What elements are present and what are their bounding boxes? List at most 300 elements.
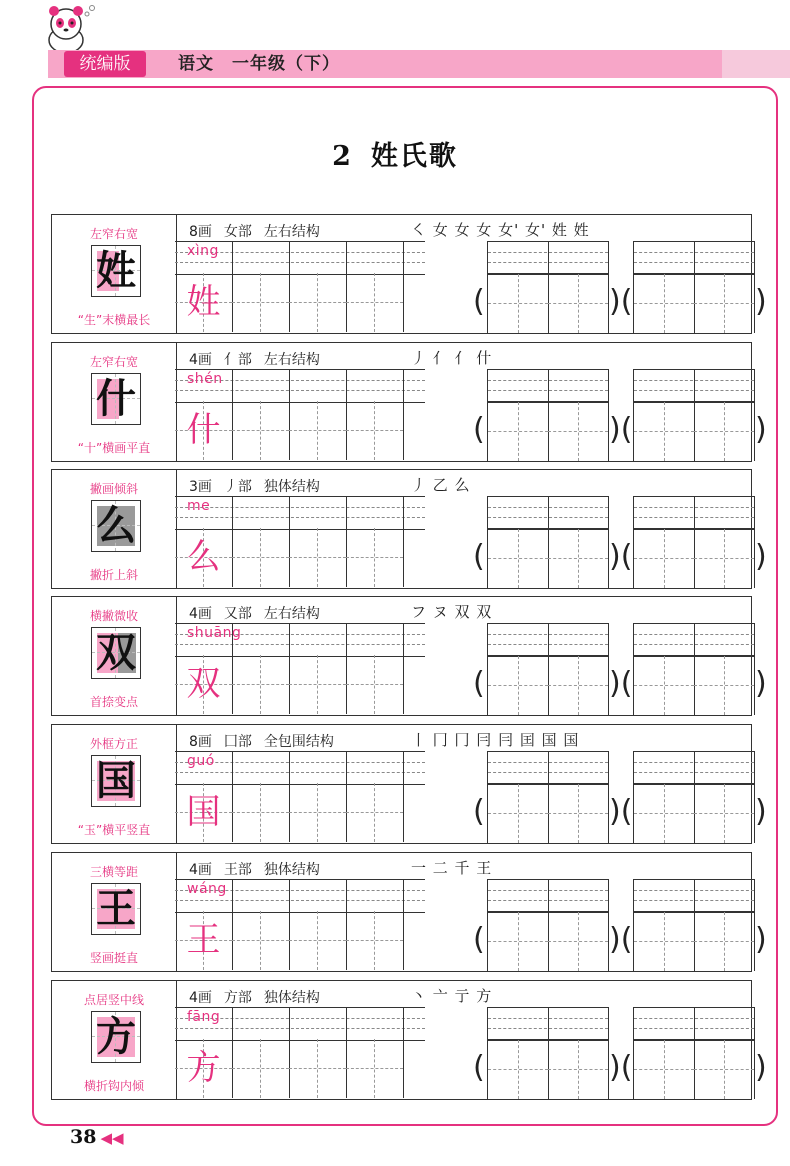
pinyin-divider bbox=[232, 752, 233, 784]
guide-line bbox=[488, 558, 548, 559]
tianzige-cell[interactable] bbox=[488, 1039, 549, 1099]
character-meta bbox=[189, 603, 332, 623]
guide-line bbox=[346, 430, 403, 431]
guide-line bbox=[694, 941, 754, 942]
tianzige-cell[interactable] bbox=[694, 528, 754, 588]
guide-line bbox=[232, 940, 289, 941]
pinyin-label: me bbox=[187, 498, 211, 514]
writing-grid bbox=[175, 655, 425, 715]
guide-line bbox=[175, 517, 425, 518]
writing-tip-bottom: 撇折上斜 bbox=[89, 568, 138, 582]
character-meta bbox=[189, 987, 332, 1007]
character-row bbox=[51, 724, 767, 846]
tianzige-cell[interactable] bbox=[175, 655, 233, 714]
guide-line bbox=[548, 813, 608, 814]
bracket: ( bbox=[473, 794, 485, 829]
tianzige-cell[interactable] bbox=[289, 783, 347, 842]
pinyin-lines bbox=[634, 879, 754, 913]
guide-line bbox=[289, 557, 346, 558]
character-row bbox=[51, 469, 767, 591]
bracket: ) bbox=[755, 284, 767, 319]
tianzige-cell[interactable] bbox=[289, 1039, 347, 1098]
practice-area bbox=[175, 469, 767, 589]
tianzige-cell[interactable] bbox=[694, 1039, 754, 1099]
writing-grid bbox=[175, 783, 425, 843]
pinyin-lines bbox=[634, 241, 754, 275]
writing-tip-bottom: “十”横画平直 bbox=[77, 441, 151, 455]
guide-line bbox=[289, 812, 346, 813]
bracket: ) bbox=[755, 666, 767, 701]
pinyin-divider bbox=[548, 497, 549, 529]
lesson-title-text: 姓氏歌 bbox=[370, 141, 458, 172]
writing-tip-bottom: 首捺变点 bbox=[89, 695, 138, 709]
tianzige-cell[interactable] bbox=[175, 783, 233, 842]
model-character: 什 bbox=[96, 376, 136, 422]
writing-grid bbox=[175, 273, 425, 333]
tianzige-cell[interactable] bbox=[488, 783, 549, 843]
writing-grid bbox=[175, 401, 425, 461]
guide-line bbox=[232, 1068, 289, 1069]
model-character: 方 bbox=[96, 1014, 136, 1060]
tianzige-cell[interactable] bbox=[634, 1039, 695, 1099]
model-character-box bbox=[91, 500, 141, 552]
guide-line bbox=[232, 812, 289, 813]
pinyin-divider bbox=[694, 370, 695, 402]
character-row bbox=[51, 342, 767, 464]
guide-line bbox=[634, 813, 694, 814]
tianzige-cell[interactable] bbox=[346, 528, 404, 587]
pinyin-divider bbox=[346, 624, 347, 656]
practice-area bbox=[175, 852, 767, 972]
writing-tip-bottom: 横折钩内倾 bbox=[83, 1079, 144, 1093]
pinyin-lines bbox=[488, 751, 608, 785]
writing-tip-top: 左窄右宽 bbox=[89, 227, 138, 241]
guide-line bbox=[488, 1069, 548, 1070]
pinyin-divider bbox=[548, 880, 549, 912]
tianzige-cell[interactable] bbox=[634, 273, 695, 333]
tianzige-cell[interactable] bbox=[548, 273, 608, 333]
strokes-count-label: 4画 bbox=[189, 862, 212, 878]
structure-label: 左右结构 bbox=[263, 224, 320, 240]
guide-line bbox=[634, 685, 694, 686]
character-meta bbox=[189, 221, 332, 241]
stroke-order: 丿 亻 亻 什 bbox=[411, 349, 493, 367]
guide-line bbox=[232, 430, 289, 431]
tianzige-cell[interactable] bbox=[488, 655, 549, 715]
tianzige-cell[interactable] bbox=[175, 528, 233, 587]
guide-line bbox=[175, 390, 425, 391]
guide-line bbox=[634, 1069, 694, 1070]
bracket: ( bbox=[473, 1050, 485, 1085]
bracket: )( bbox=[609, 539, 633, 574]
pinyin-divider bbox=[289, 370, 290, 402]
guide-line bbox=[548, 303, 608, 304]
pinyin-divider bbox=[403, 880, 404, 912]
guide-line bbox=[634, 303, 694, 304]
trace-character: 么 bbox=[186, 537, 221, 577]
radical-label: 王部 bbox=[223, 862, 252, 878]
guide-line bbox=[346, 812, 403, 813]
word-practice-group bbox=[487, 879, 609, 971]
bracket: ) bbox=[755, 922, 767, 957]
tianzige-cell[interactable] bbox=[548, 1039, 608, 1099]
guide-line bbox=[634, 431, 694, 432]
pinyin-divider bbox=[289, 497, 290, 529]
character-meta bbox=[189, 476, 332, 496]
guide-line bbox=[346, 1068, 403, 1069]
bracket: ) bbox=[755, 412, 767, 447]
bracket: ) bbox=[755, 794, 767, 829]
model-character: 么 bbox=[96, 503, 136, 549]
tianzige-cell[interactable] bbox=[346, 1039, 404, 1098]
character-info-card bbox=[51, 596, 177, 716]
tianzige-cell[interactable] bbox=[548, 911, 608, 971]
structure-label: 左右结构 bbox=[263, 606, 320, 622]
strokes-count-label: 4画 bbox=[189, 352, 212, 368]
tianzige-cell[interactable] bbox=[232, 655, 290, 714]
practice-area bbox=[175, 724, 767, 844]
guide-line bbox=[289, 940, 346, 941]
subject-grade-label: 语文 一年级（下） bbox=[178, 54, 340, 74]
pinyin-lines bbox=[488, 369, 608, 403]
pinyin-lines bbox=[488, 496, 608, 530]
stroke-order: 丿 乙 么 bbox=[411, 476, 471, 494]
tianzige-cell[interactable] bbox=[694, 401, 754, 461]
pinyin-divider bbox=[548, 242, 549, 274]
tianzige-cell[interactable] bbox=[694, 783, 754, 843]
pinyin-divider bbox=[346, 370, 347, 402]
model-character: 国 bbox=[96, 758, 136, 804]
guide-line bbox=[488, 813, 548, 814]
tianzige-cell[interactable] bbox=[289, 401, 347, 460]
guide-line bbox=[175, 1028, 425, 1029]
tianzige-cell[interactable] bbox=[488, 911, 549, 971]
bracket: ( bbox=[473, 539, 485, 574]
tianzige-cell[interactable] bbox=[289, 911, 347, 970]
pinyin-divider bbox=[403, 497, 404, 529]
character-meta bbox=[189, 349, 332, 369]
word-practice-group bbox=[487, 623, 609, 715]
strokes-count-label: 3画 bbox=[189, 479, 212, 495]
tianzige-cell[interactable] bbox=[548, 528, 608, 588]
trace-character: 什 bbox=[186, 410, 221, 450]
pinyin-divider bbox=[346, 497, 347, 529]
trace-character: 方 bbox=[186, 1048, 221, 1088]
writing-tip-top: 撇画倾斜 bbox=[89, 482, 138, 496]
pinyin-lines bbox=[634, 1007, 754, 1041]
character-row bbox=[51, 980, 767, 1102]
tianzige-cell[interactable] bbox=[175, 911, 233, 970]
edition-badge: 统编版 bbox=[64, 51, 146, 77]
trace-character: 国 bbox=[186, 792, 221, 832]
tianzige-cell[interactable] bbox=[346, 911, 404, 970]
model-character: 姓 bbox=[96, 248, 136, 294]
bracket: ( bbox=[473, 412, 485, 447]
pinyin-divider bbox=[289, 880, 290, 912]
guide-line bbox=[694, 1069, 754, 1070]
strokes-count-label: 4画 bbox=[189, 606, 212, 622]
guide-line bbox=[694, 558, 754, 559]
pinyin-divider bbox=[694, 880, 695, 912]
tianzige-cell[interactable] bbox=[488, 401, 549, 461]
model-character-box bbox=[91, 883, 141, 935]
character-info-card bbox=[51, 724, 177, 844]
guide-line bbox=[175, 507, 425, 508]
tianzige-cell[interactable] bbox=[175, 401, 233, 460]
tianzige-cell[interactable] bbox=[694, 273, 754, 333]
guide-line bbox=[548, 1069, 608, 1070]
bracket: )( bbox=[609, 922, 633, 957]
page-number-value: 38 bbox=[70, 1126, 97, 1148]
tianzige-cell[interactable] bbox=[634, 528, 695, 588]
strokes-count-label: 8画 bbox=[189, 224, 212, 240]
tianzige-cell[interactable] bbox=[175, 273, 233, 332]
practice-area bbox=[175, 342, 767, 462]
writing-grid bbox=[175, 1039, 425, 1099]
pinyin-divider bbox=[346, 1008, 347, 1040]
trace-character: 王 bbox=[186, 920, 221, 960]
pinyin-divider bbox=[346, 880, 347, 912]
writing-grid bbox=[175, 528, 425, 588]
writing-tip-top: 点居竖中线 bbox=[83, 993, 144, 1007]
character-info-card bbox=[51, 852, 177, 972]
guide-line bbox=[175, 262, 425, 263]
writing-tip-top: 外框方正 bbox=[89, 737, 138, 751]
radical-label: 丿部 bbox=[223, 479, 252, 495]
page-number bbox=[70, 1126, 124, 1148]
word-practice-group bbox=[633, 623, 755, 715]
model-character: 双 bbox=[96, 630, 136, 676]
guide-line bbox=[175, 644, 425, 645]
word-practice-group bbox=[633, 879, 755, 971]
pinyin-lines bbox=[488, 1007, 608, 1041]
pinyin-divider bbox=[403, 242, 404, 274]
writing-tip-bottom: “玉”横平竖直 bbox=[77, 823, 151, 837]
guide-line bbox=[694, 813, 754, 814]
character-row bbox=[51, 852, 767, 974]
pinyin-divider bbox=[289, 1008, 290, 1040]
character-info-card bbox=[51, 469, 177, 589]
stroke-order: フ ヌ 双 双 bbox=[411, 603, 493, 621]
tianzige-cell[interactable] bbox=[488, 528, 549, 588]
tianzige-cell[interactable] bbox=[289, 273, 347, 332]
character-row bbox=[51, 596, 767, 718]
radical-label: 女部 bbox=[223, 224, 252, 240]
pinyin-divider bbox=[548, 370, 549, 402]
structure-label: 左右结构 bbox=[263, 352, 320, 368]
stroke-order: 丶 亠 亍 方 bbox=[411, 987, 493, 1005]
tianzige-cell[interactable] bbox=[548, 655, 608, 715]
practice-area bbox=[175, 596, 767, 716]
pinyin-divider bbox=[232, 1008, 233, 1040]
pinyin-divider bbox=[548, 752, 549, 784]
tianzige-cell[interactable] bbox=[232, 1039, 290, 1098]
guide-line bbox=[346, 684, 403, 685]
pinyin-divider bbox=[694, 497, 695, 529]
guide-line bbox=[548, 558, 608, 559]
pinyin-divider bbox=[289, 242, 290, 274]
pinyin-divider bbox=[289, 752, 290, 784]
guide-line bbox=[548, 941, 608, 942]
guide-line bbox=[694, 303, 754, 304]
panda-mascot-icon bbox=[36, 2, 96, 54]
bracket: )( bbox=[609, 412, 633, 447]
pinyin-label: shuāng bbox=[187, 625, 242, 641]
header-bar bbox=[48, 50, 722, 78]
trace-character: 姓 bbox=[186, 282, 221, 322]
pinyin-divider bbox=[232, 497, 233, 529]
guide-line bbox=[548, 685, 608, 686]
pinyin-divider bbox=[694, 1008, 695, 1040]
word-practice-group bbox=[633, 751, 755, 843]
guide-line bbox=[232, 302, 289, 303]
pinyin-label: wáng bbox=[187, 881, 227, 897]
radical-label: 亻部 bbox=[223, 352, 252, 368]
structure-label: 全包围结构 bbox=[263, 734, 334, 750]
pinyin-label: fāng bbox=[187, 1009, 221, 1025]
word-practice-group bbox=[633, 369, 755, 461]
bracket: ( bbox=[473, 284, 485, 319]
character-info-card bbox=[51, 980, 177, 1100]
tianzige-cell[interactable] bbox=[346, 273, 404, 332]
pinyin-divider bbox=[346, 752, 347, 784]
tianzige-cell[interactable] bbox=[175, 1039, 233, 1098]
practice-area bbox=[175, 980, 767, 1100]
pinyin-lines bbox=[175, 496, 425, 530]
guide-line bbox=[232, 684, 289, 685]
pinyin-divider bbox=[289, 624, 290, 656]
lesson-title bbox=[0, 134, 790, 173]
lesson-number: 2 bbox=[332, 141, 353, 172]
pinyin-divider bbox=[403, 752, 404, 784]
guide-line bbox=[175, 772, 425, 773]
structure-label: 独体结构 bbox=[263, 862, 320, 878]
tianzige-cell[interactable] bbox=[346, 655, 404, 714]
tianzige-cell[interactable] bbox=[346, 401, 404, 460]
guide-line bbox=[346, 557, 403, 558]
guide-line bbox=[289, 430, 346, 431]
writing-grid bbox=[175, 911, 425, 971]
character-meta bbox=[189, 859, 332, 879]
radical-label: 又部 bbox=[223, 606, 252, 622]
pinyin-lines bbox=[634, 623, 754, 657]
double-left-arrow-icon: ◀◀ bbox=[100, 1129, 124, 1147]
stroke-order: ㇛ 女 女 女 女' 女' 姓 姓 bbox=[411, 221, 590, 239]
model-character: 王 bbox=[96, 886, 136, 932]
tianzige-cell[interactable] bbox=[694, 911, 754, 971]
bracket: )( bbox=[609, 284, 633, 319]
tianzige-cell[interactable] bbox=[634, 655, 695, 715]
guide-line bbox=[346, 940, 403, 941]
pinyin-divider bbox=[548, 1008, 549, 1040]
word-practice-group bbox=[487, 369, 609, 461]
pinyin-lines bbox=[488, 241, 608, 275]
pinyin-divider bbox=[232, 242, 233, 274]
model-character-box bbox=[91, 245, 141, 297]
word-practice-group bbox=[487, 751, 609, 843]
bracket: )( bbox=[609, 666, 633, 701]
model-character-box bbox=[91, 1011, 141, 1063]
tianzige-cell[interactable] bbox=[694, 655, 754, 715]
character-info-card bbox=[51, 214, 177, 334]
tianzige-cell[interactable] bbox=[634, 783, 695, 843]
model-character-box bbox=[91, 755, 141, 807]
guide-line bbox=[488, 941, 548, 942]
guide-line bbox=[488, 303, 548, 304]
writing-tip-bottom: “生”末横最长 bbox=[77, 313, 151, 327]
tianzige-cell[interactable] bbox=[289, 528, 347, 587]
radical-label: 囗部 bbox=[223, 734, 252, 750]
pinyin-label: xìng bbox=[187, 243, 219, 259]
guide-line bbox=[634, 558, 694, 559]
tianzige-cell[interactable] bbox=[232, 528, 290, 587]
structure-label: 独体结构 bbox=[263, 990, 320, 1006]
tianzige-cell[interactable] bbox=[232, 273, 290, 332]
tianzige-cell[interactable] bbox=[634, 401, 695, 461]
guide-line bbox=[289, 684, 346, 685]
pinyin-divider bbox=[403, 1008, 404, 1040]
tianzige-cell[interactable] bbox=[232, 911, 290, 970]
pinyin-divider bbox=[232, 370, 233, 402]
strokes-count-label: 4画 bbox=[189, 990, 212, 1006]
word-practice-group bbox=[633, 241, 755, 333]
tianzige-cell[interactable] bbox=[548, 783, 608, 843]
guide-line bbox=[289, 302, 346, 303]
guide-line bbox=[488, 685, 548, 686]
tianzige-cell[interactable] bbox=[232, 401, 290, 460]
word-practice-group bbox=[487, 496, 609, 588]
word-practice-group bbox=[487, 1007, 609, 1099]
bracket: )( bbox=[609, 794, 633, 829]
tianzige-cell[interactable] bbox=[232, 783, 290, 842]
tianzige-cell[interactable] bbox=[548, 401, 608, 461]
pinyin-divider bbox=[694, 242, 695, 274]
bracket: ) bbox=[755, 539, 767, 574]
pinyin-label: guó bbox=[187, 753, 215, 769]
trace-character: 双 bbox=[186, 664, 221, 704]
writing-tip-bottom: 竖画挺直 bbox=[89, 951, 138, 965]
guide-line bbox=[346, 302, 403, 303]
radical-label: 方部 bbox=[223, 990, 252, 1006]
bracket: ( bbox=[473, 922, 485, 957]
strokes-count-label: 8画 bbox=[189, 734, 212, 750]
pinyin-divider bbox=[346, 242, 347, 274]
stroke-order: 丨 冂 冂 冃 冃 囯 国 国 bbox=[411, 731, 580, 749]
pinyin-lines bbox=[634, 369, 754, 403]
tianzige-cell[interactable] bbox=[289, 655, 347, 714]
pinyin-lines bbox=[488, 623, 608, 657]
practice-area bbox=[175, 214, 767, 334]
writing-tip-top: 三横等距 bbox=[89, 865, 138, 879]
guide-line bbox=[548, 431, 608, 432]
character-info-card bbox=[51, 342, 177, 462]
structure-label: 独体结构 bbox=[263, 479, 320, 495]
pinyin-divider bbox=[232, 880, 233, 912]
tianzige-cell[interactable] bbox=[488, 273, 549, 333]
character-row bbox=[51, 214, 767, 336]
stroke-order: 一 二 千 王 bbox=[411, 859, 493, 877]
guide-line bbox=[289, 1068, 346, 1069]
guide-line bbox=[232, 557, 289, 558]
pinyin-lines bbox=[488, 879, 608, 913]
guide-line bbox=[634, 941, 694, 942]
pinyin-label: shén bbox=[187, 371, 223, 387]
tianzige-cell[interactable] bbox=[346, 783, 404, 842]
pinyin-divider bbox=[694, 624, 695, 656]
character-meta bbox=[189, 731, 346, 751]
guide-line bbox=[488, 431, 548, 432]
tianzige-cell[interactable] bbox=[634, 911, 695, 971]
